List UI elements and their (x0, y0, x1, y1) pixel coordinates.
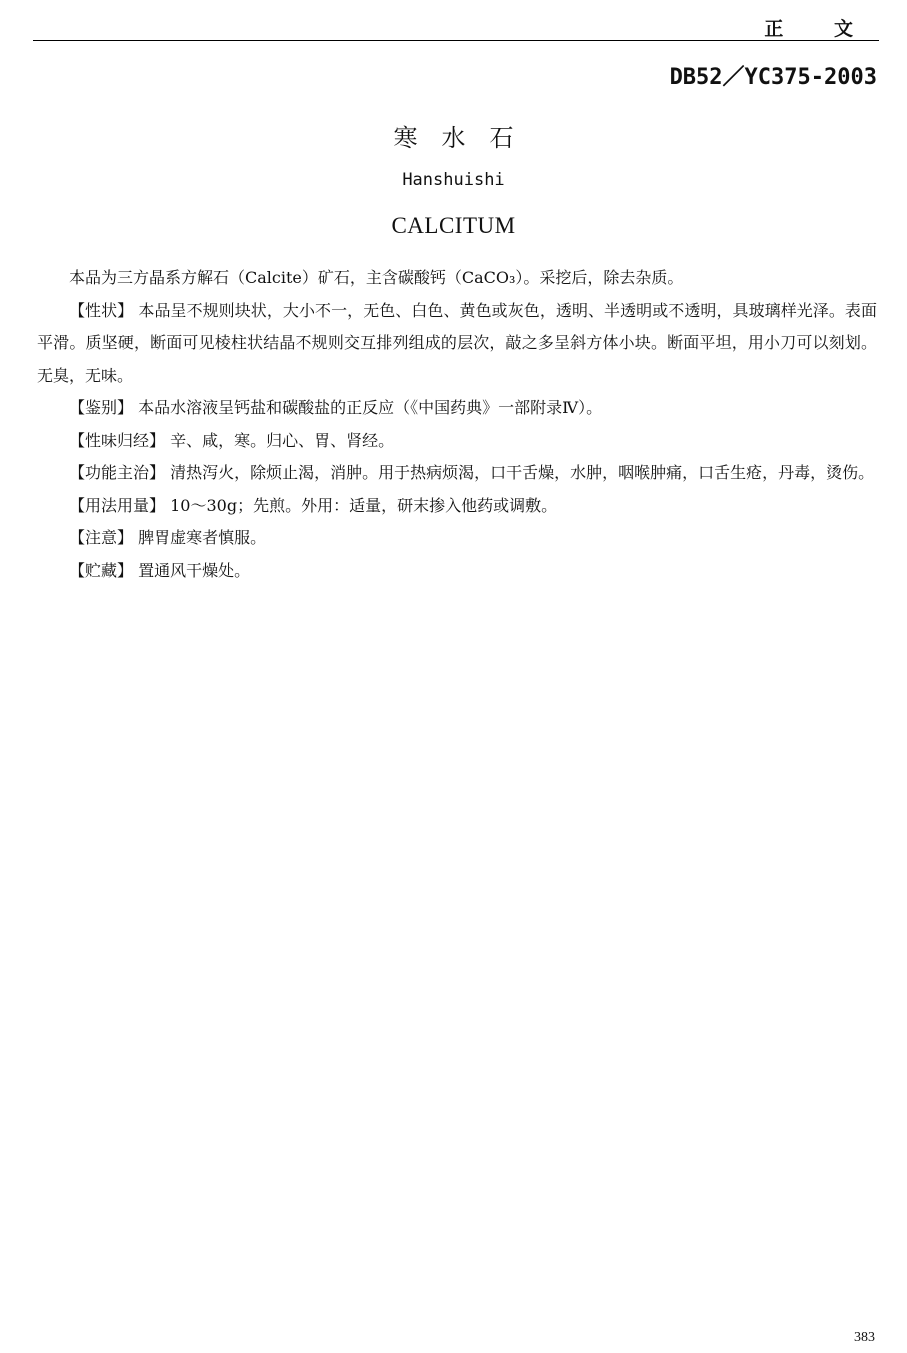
section-text: 脾胃虚寒者慎服。 (138, 528, 267, 547)
section-text: 置通风干燥处。 (138, 560, 251, 580)
title-latin: CALCITUM (391, 213, 516, 238)
section-text: 本品水溶液呈钙盐和碳酸盐的正反应（《中国药典》一部附录Ⅳ）。 (138, 398, 603, 417)
section-text: 10～30g；先煎。外用：适量，研末掺入他药或调敷。 (170, 495, 558, 515)
section-text: 清热泻火，除烦止渴，消肿。用于热病烦渴，口干舌燥，水肿，咽喉肿痛，口舌生疮，丹毒，烫伤。 (170, 463, 875, 482)
function-paragraph (37, 457, 877, 490)
dosage-paragraph (37, 490, 877, 523)
page-number: 383 (854, 1330, 875, 1345)
section-label: 【性味归经】 (69, 430, 166, 450)
section-label: 【鉴别】 (69, 398, 134, 417)
identification-paragraph (37, 392, 877, 425)
section-header: 正 文 (764, 18, 875, 40)
title-chinese: 寒水石 (393, 124, 538, 152)
section-label: 【贮藏】 (69, 560, 134, 580)
source-paragraph (37, 262, 877, 295)
description-paragraph (37, 295, 877, 393)
section-label: 【注意】 (69, 528, 134, 547)
monograph-body (37, 262, 877, 587)
section-text: 辛、咸，寒。归心、胃、肾经。 (170, 430, 395, 450)
caution-paragraph (37, 522, 877, 555)
title-pinyin: Hanshuishi (402, 170, 505, 190)
property-paragraph (37, 425, 877, 458)
section-text: 本品呈不规则块状，大小不一，无色、白色、黄色或灰色，透明、半透明或不透明，具玻璃样光泽。表面平滑。质坚硬，断面可见棱柱状结晶不规则交互排列组成的层次，敲之多呈斜方体小块。断面平坦，用小刀可以刻划。无臭，无味。 (37, 300, 877, 385)
storage-paragraph (37, 555, 877, 588)
section-label: 【功能主治】 (69, 463, 166, 482)
standard-code: DB52／YC375-2003 (669, 65, 877, 90)
section-text: 本品为三方晶系方解石（Calcite）矿石，主含碳酸钙（CaCO₃）。采挖后，除去杂质。 (69, 268, 684, 287)
section-label: 【用法用量】 (69, 495, 166, 515)
header-divider (33, 40, 879, 41)
section-label: 【性状】 (69, 300, 134, 320)
